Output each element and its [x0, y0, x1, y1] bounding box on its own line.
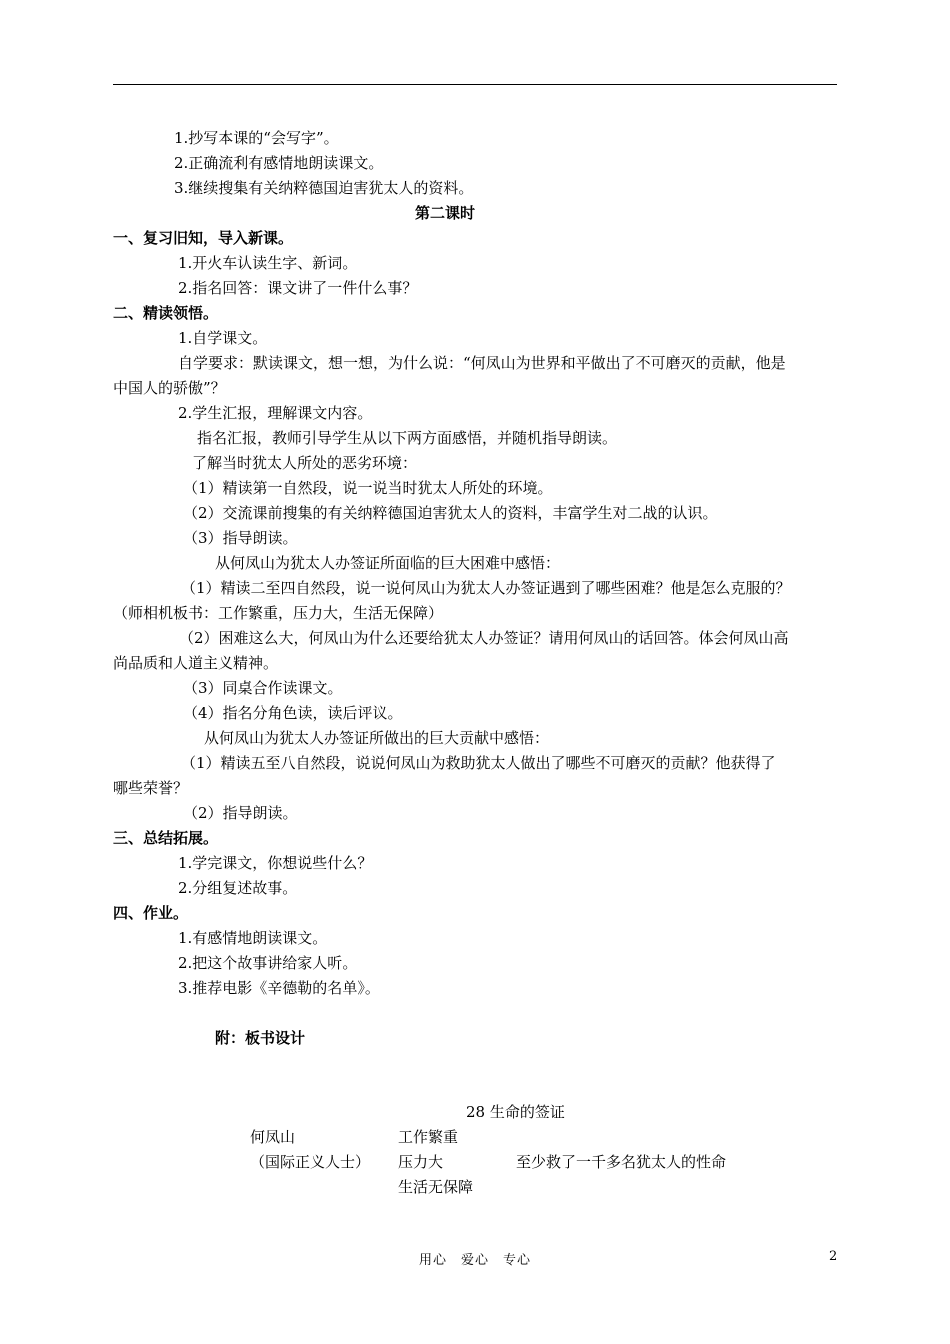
list-item: （2）交流课前搜集的有关纳粹德国迫害犹太人的资料，丰富学生对二战的认识。: [183, 504, 718, 522]
paragraph-line: （1）精读二至四自然段，说一说何凤山为犹太人办签证遇到了哪些困难？他是怎么克服的？: [181, 579, 791, 597]
section-heading: 四、作业。: [113, 904, 189, 922]
list-item: 1.自学课文。: [178, 329, 268, 347]
list-item: 1.学完课文，你想说些什么？: [178, 854, 373, 872]
header-rule: [113, 84, 837, 85]
paragraph-line: （2）困难这么大，何凤山为什么还要给犹太人办签证？请用何凤山的话回答。体会何凤山高: [179, 629, 789, 647]
paragraph-line: 指名汇报，教师引导学生从以下两方面感悟，并随机指导朗读。: [197, 429, 618, 447]
list-item: 2.指名回答：课文讲了一件什么事？: [178, 279, 418, 297]
homework-item: 3.继续搜集有关纳粹德国迫害犹太人的资料。: [174, 179, 474, 197]
section-heading: 一、复习旧知，导入新课。: [113, 229, 294, 247]
lesson-title: 第二课时: [415, 204, 476, 222]
board-result: 至少救了一千多名犹太人的性命: [516, 1153, 727, 1171]
list-item: 1.有感情地朗读课文。: [178, 929, 328, 947]
subheading: 从何凤山为犹太人办签证所做出的巨大贡献中感悟：: [204, 729, 550, 747]
list-item: 2.学生汇报，理解课文内容。: [178, 404, 373, 422]
list-item: 3.推荐电影《辛德勒的名单》。: [178, 979, 380, 997]
paragraph-line: 中国人的骄傲”？: [113, 379, 226, 397]
list-item: （2）指导朗读。: [183, 804, 298, 822]
list-item: 2.分组复述故事。: [178, 879, 298, 897]
section-heading: 三、总结拓展。: [113, 829, 219, 847]
page-footer: 用心 爱心 专心: [418, 1253, 531, 1268]
section-heading: 二、精读领悟。: [113, 304, 219, 322]
board-honor: （国际正义人士）: [250, 1153, 371, 1171]
board-title: 28 生命的签证: [466, 1103, 565, 1121]
homework-item: 1.抄写本课的“会写字”。: [174, 129, 339, 147]
page-number: 2: [829, 1249, 838, 1264]
list-item: 2.把这个故事讲给家人听。: [178, 954, 358, 972]
list-item: （1）精读第一自然段，说一说当时犹太人所处的环境。: [183, 479, 553, 497]
paragraph-line: 自学要求：默读课文，想一想，为什么说：“何凤山为世界和平做出了不可磨灭的贡献，他是: [178, 354, 786, 372]
board-name: 何凤山: [250, 1128, 296, 1146]
board-difficulty: 生活无保障: [398, 1178, 474, 1196]
board-difficulty: 工作繁重: [398, 1128, 459, 1146]
board-label: 附：板书设计: [215, 1029, 306, 1047]
homework-item: 2.正确流利有感情地朗读课文。: [174, 154, 384, 172]
paragraph-line: （1）精读五至八自然段，说说何凤山为救助犹太人做出了哪些不可磨灭的贡献？他获得了: [181, 754, 776, 772]
list-item: 1.开火车认读生字、新词。: [178, 254, 358, 272]
list-item: （4）指名分角色读，读后评议。: [183, 704, 403, 722]
paragraph-line: 哪些荣誉？: [113, 779, 189, 797]
subheading: 从何凤山为犹太人办签证所面临的巨大困难中感悟：: [215, 554, 561, 572]
list-item: （3）同桌合作读课文。: [183, 679, 343, 697]
paragraph-line: 尚品质和人道主义精神。: [113, 654, 279, 672]
subheading: 了解当时犹太人所处的恶劣环境：: [192, 454, 418, 472]
paragraph-line: （师相机板书：工作繁重，压力大，生活无保障）: [113, 604, 444, 622]
list-item: （3）指导朗读。: [183, 529, 298, 547]
board-difficulty: 压力大: [398, 1153, 444, 1171]
